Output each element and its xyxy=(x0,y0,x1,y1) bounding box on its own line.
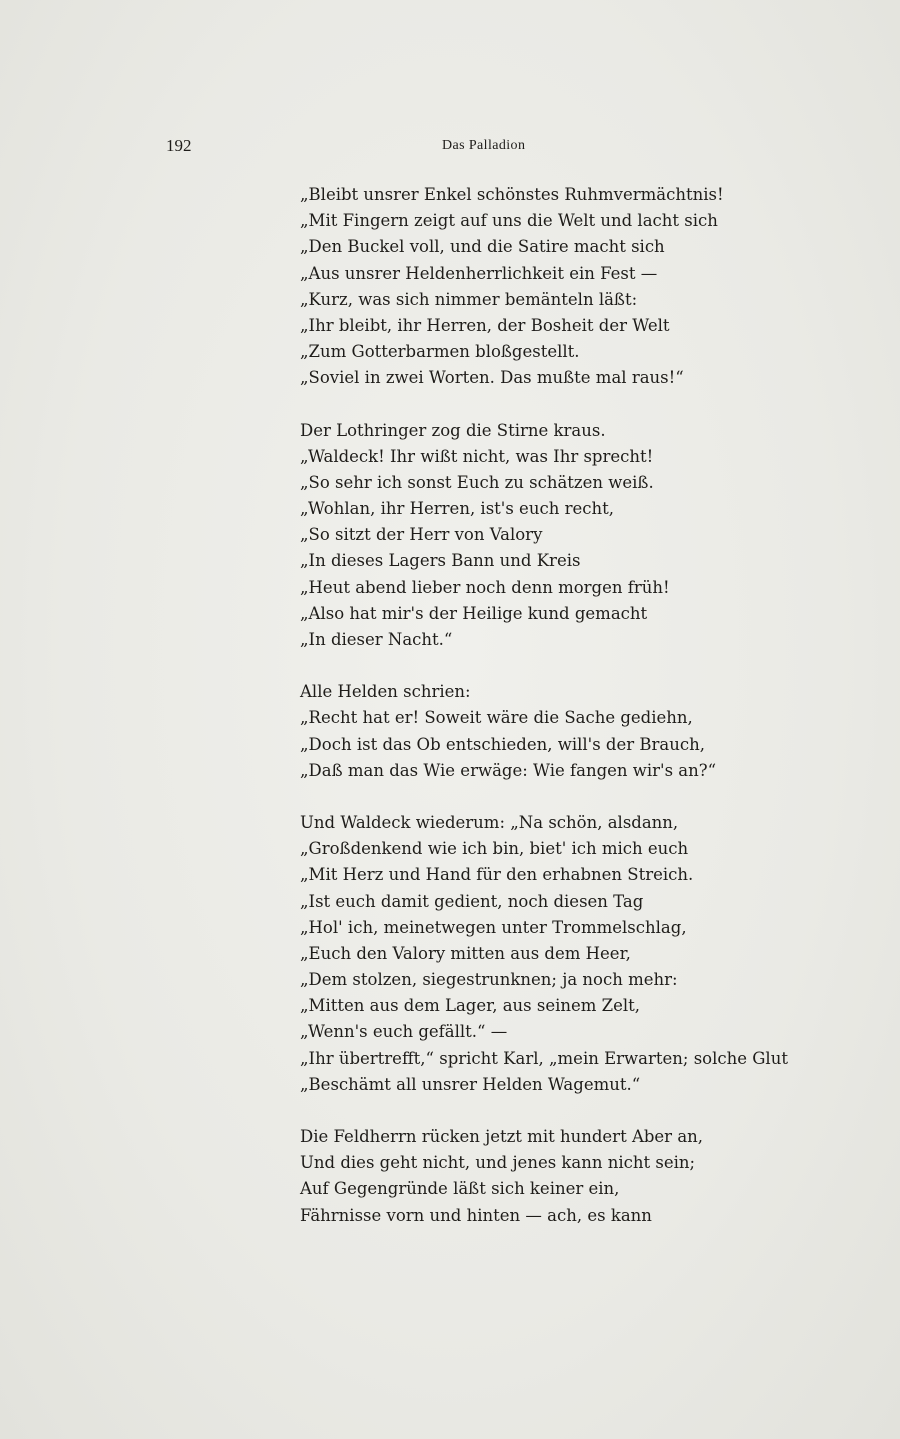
verse-line: „Mit Herz und Hand für den erhabnen Streich. xyxy=(300,865,694,885)
stanza xyxy=(300,182,780,392)
verse-line: „Aus unsrer Heldenherrlichkeit ein Fest — xyxy=(300,263,658,283)
verse-line: „Ist euch damit gedient, noch diesen Tag xyxy=(300,891,644,911)
poem-text xyxy=(300,182,788,1255)
verse-line: „Waldeck! Ihr wißt nicht, was Ihr sprecht! xyxy=(300,446,654,466)
verse-line: Und dies geht nicht, und jenes kann nicht sein; xyxy=(300,1153,696,1173)
verse-line: „Dem stolzen, siegestrunknen; ja noch mehr: xyxy=(300,970,678,990)
verse-line: „Daß man das Wie erwäge: Wie fangen wir's an?“ xyxy=(300,760,717,780)
verse-line: Alle Helden schrien: xyxy=(300,682,471,702)
verse-line: Der Lothringer zog die Stirne kraus. xyxy=(300,420,606,440)
stanza xyxy=(300,810,788,1098)
stanza xyxy=(300,679,780,784)
verse-line: „Mit Fingern zeigt auf uns die Welt und lacht sich xyxy=(300,211,718,231)
verse-line: „Kurz, was sich nimmer bemänteln läßt: xyxy=(300,289,638,309)
verse-line: „Doch ist das Ob entschieden, will's der Brauch, xyxy=(300,734,705,754)
verse-line: „Wohlan, ihr Herren, ist's euch recht, xyxy=(300,499,614,519)
verse-line: „In dieses Lagers Bann und Kreis xyxy=(300,551,581,571)
verse-line: „Ihr bleibt, ihr Herren, der Bosheit der Welt xyxy=(300,315,670,335)
verse-line: „Recht hat er! Soweit wäre die Sache gediehn, xyxy=(300,708,693,728)
verse-line: „Bleibt unsrer Enkel schönstes Ruhmvermächtnis! xyxy=(300,185,724,204)
verse-line: Fährnisse vorn und hinten — ach, es kann xyxy=(300,1205,652,1225)
verse-line: „Den Buckel voll, und die Satire macht sich xyxy=(300,237,665,257)
verse-line: Die Feldherrn rücken jetzt mit hundert Aber an, xyxy=(300,1127,704,1146)
verse-line: „Hol' ich, meinetwegen unter Trommelschlag, xyxy=(300,917,687,937)
running-title: Das Palladion xyxy=(442,138,526,153)
page-header xyxy=(166,136,546,160)
verse-line: Und Waldeck wiederum: „Na schön, alsdann, xyxy=(300,812,679,832)
verse-line: „Euch den Valory mitten aus dem Heer, xyxy=(300,943,631,963)
page-number: 192 xyxy=(166,136,192,155)
verse-line: „Soviel in zwei Worten. Das mußte mal raus!“ xyxy=(300,368,684,388)
verse-line: „Zum Gotterbarmen bloßgestellt. xyxy=(300,342,580,362)
stanza xyxy=(300,418,780,654)
verse-line: „Ihr übertrefft,“ spricht Karl, „mein Erwarten; solche Glut xyxy=(300,1048,788,1068)
verse-line: „Mitten aus dem Lager, aus seinem Zelt, xyxy=(300,996,641,1016)
stanza xyxy=(300,1124,780,1229)
verse-line: „So sehr ich sonst Euch zu schätzen weiß. xyxy=(300,472,654,492)
verse-line: „Großdenkend wie ich bin, biet' ich mich euch xyxy=(300,839,689,859)
verse-line: „So sitzt der Herr von Valory xyxy=(300,525,543,545)
verse-line: „Beschämt all unsrer Helden Wagemut.“ xyxy=(300,1074,641,1094)
verse-line: Auf Gegengründe läßt sich keiner ein, xyxy=(300,1179,620,1199)
verse-line: „In dieser Nacht.“ xyxy=(300,630,453,649)
verse-line: „Wenn's euch gefällt.“ — xyxy=(300,1022,508,1042)
verse-line: „Heut abend lieber noch denn morgen früh! xyxy=(300,577,670,597)
verse-line: „Also hat mir's der Heilige kund gemacht xyxy=(300,603,648,623)
